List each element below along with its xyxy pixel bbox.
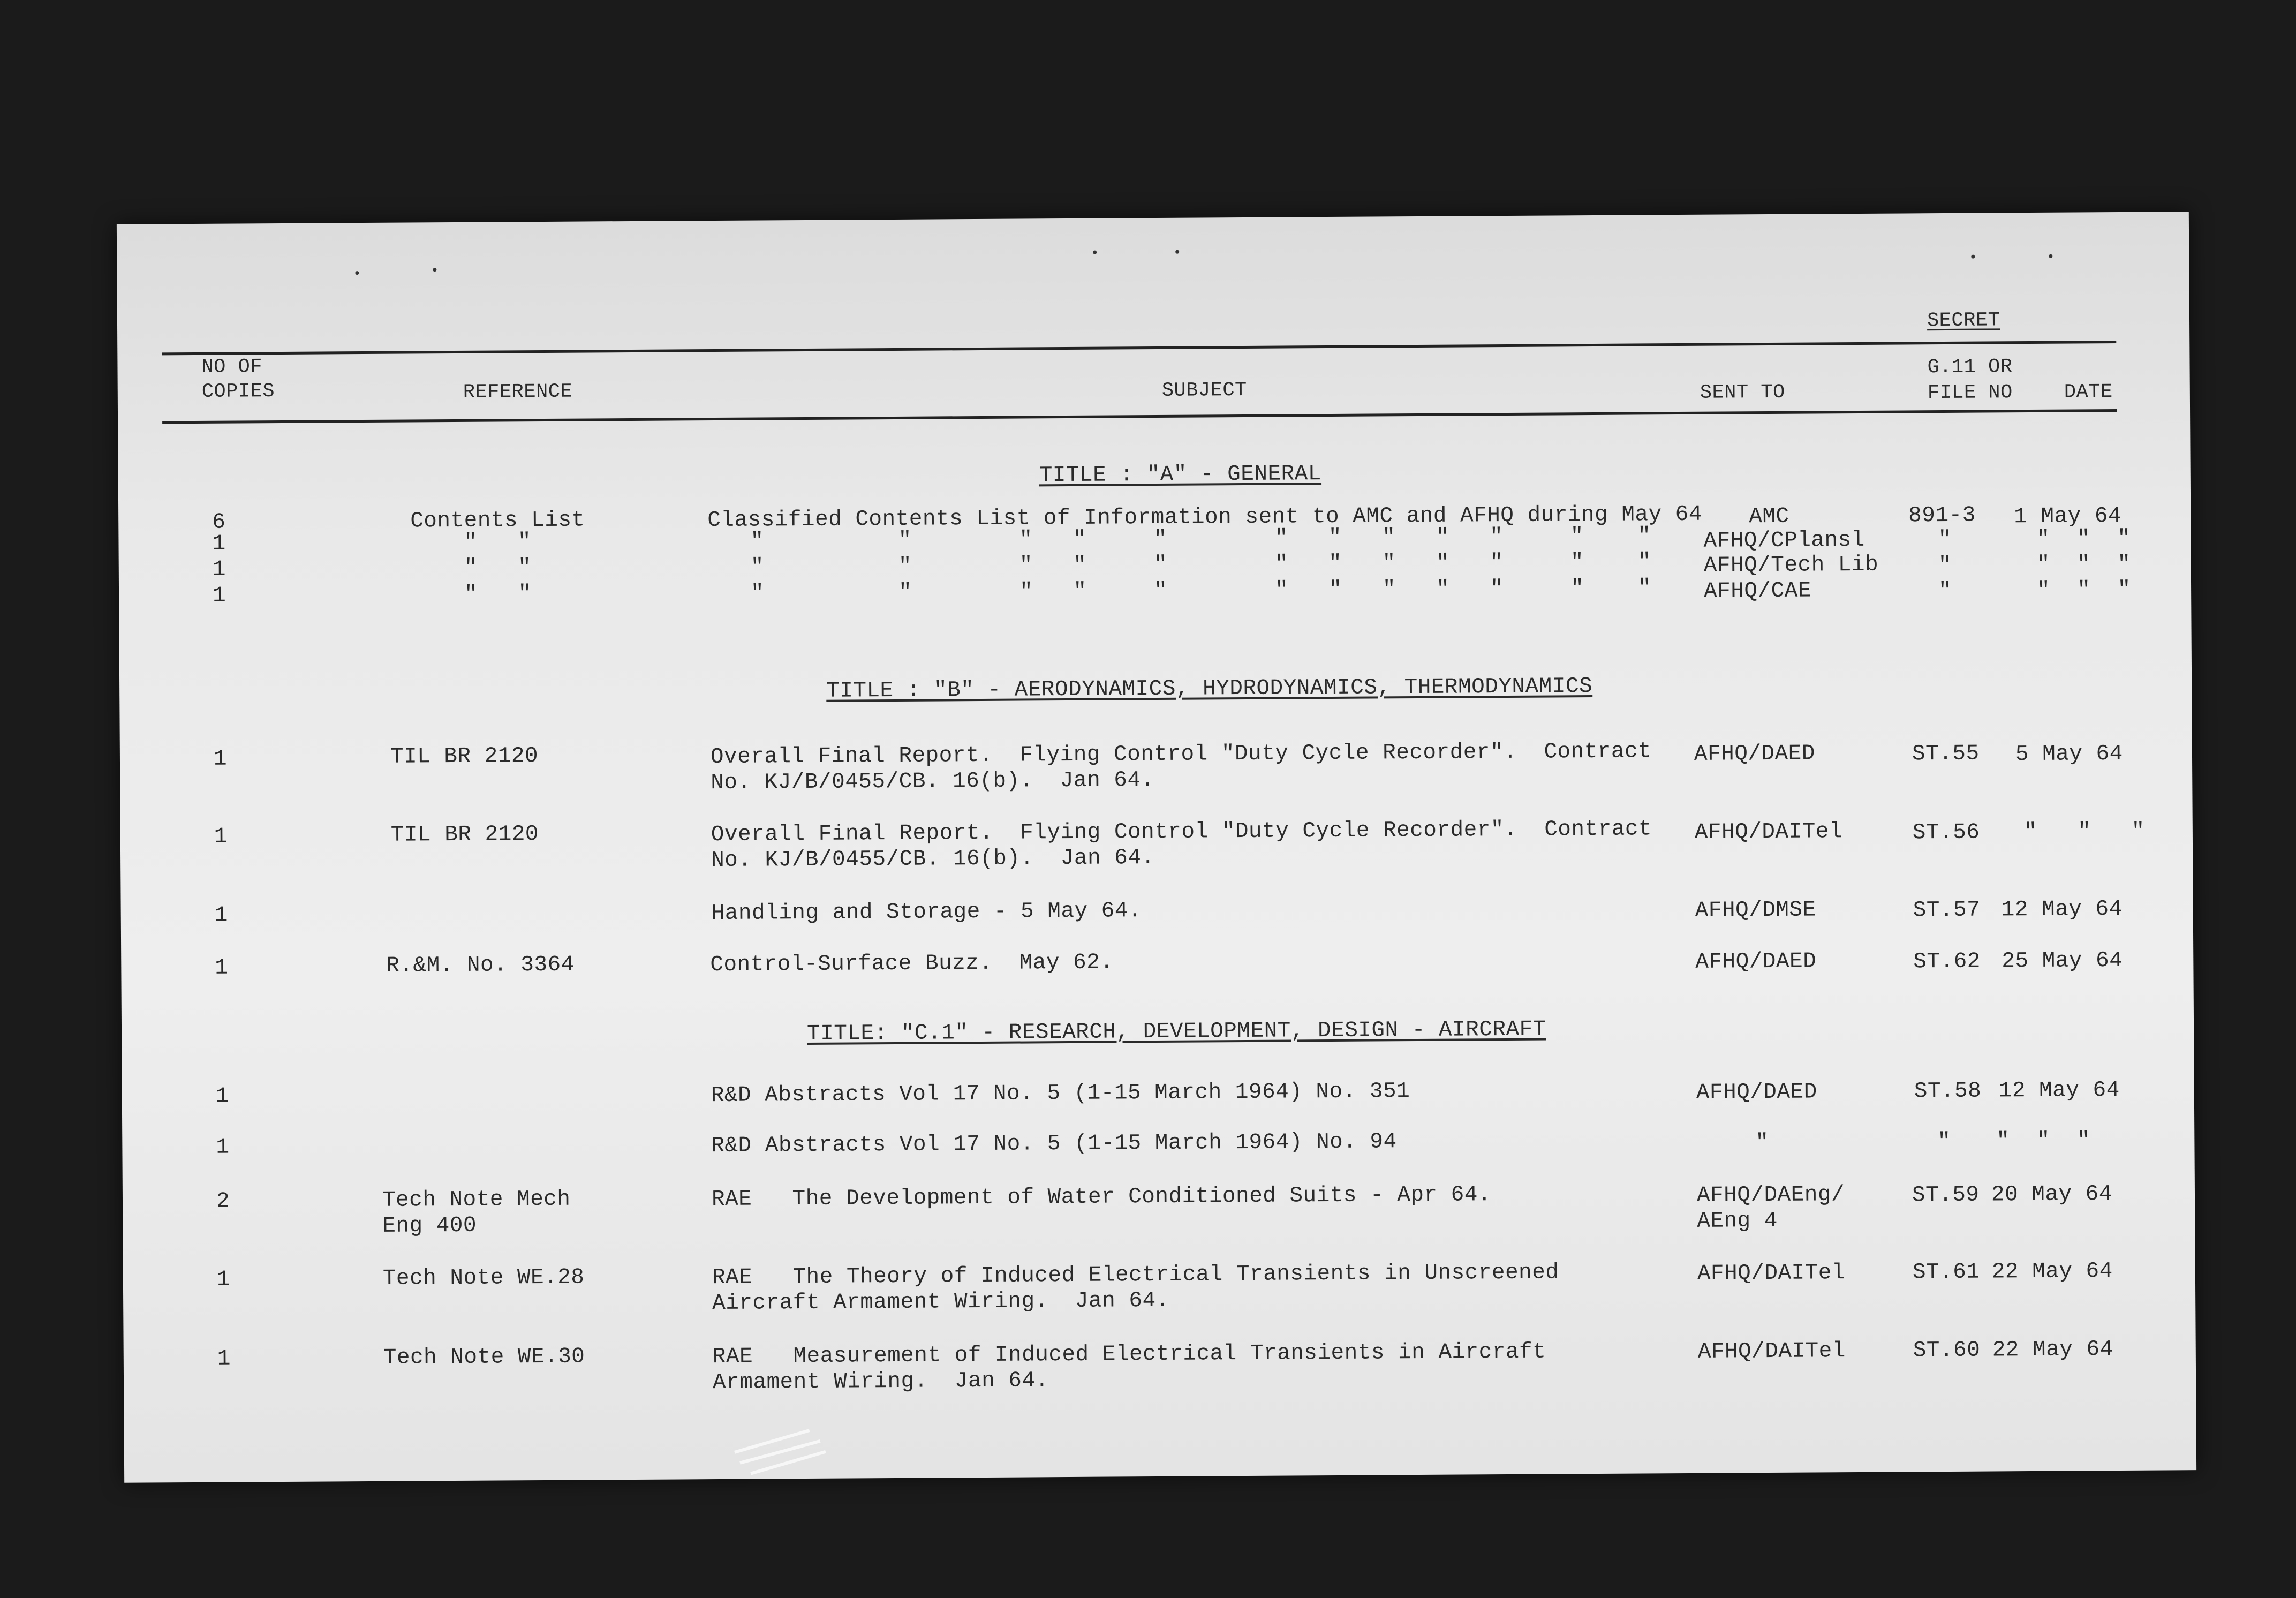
row-sent-to: AMC <box>1749 504 1789 530</box>
header-sent-to: SENT TO <box>1700 381 1785 404</box>
row-file-no: ST.61 <box>1912 1260 1980 1285</box>
row-copies: 1 <box>216 1267 231 1292</box>
row-date: " " " <box>2036 526 2131 552</box>
row-sent-to: AFHQ/Tech Lib <box>1703 552 1879 578</box>
row-file-no: ST.62 <box>1913 949 1981 975</box>
row-reference: Contents List <box>410 508 585 534</box>
row-sent-to: AFHQ/DAITel <box>1694 819 1843 845</box>
row-file-no: ST.57 <box>1913 898 1981 923</box>
header-top-rule <box>162 341 2116 355</box>
header-file-line2: FILE NO <box>1927 381 2013 405</box>
header-file-line1: G.11 OR <box>1927 356 2013 379</box>
row-date: " " " <box>2023 819 2145 845</box>
section-title-c1: TITLE: "C.1" - RESEARCH, DEVELOPMENT, DESIGN - AIRCRAFT <box>806 1017 1546 1046</box>
row-sent-to: AFHQ/CPlansl <box>1703 527 1865 554</box>
row-reference: Tech Note WE.30 <box>383 1344 585 1370</box>
row-reference: Tech Note Mech <box>382 1187 571 1213</box>
row-subject-cont: No. KJ/B/0455/CB. 16(b). Jan 64. <box>711 768 1154 796</box>
row-file-no: " <box>1938 527 1952 553</box>
row-file-no: " <box>1938 553 1952 578</box>
row-date: 5 May 64 <box>2015 741 2123 767</box>
speck <box>355 271 359 275</box>
row-sent-to: " <box>1755 1130 1769 1156</box>
row-date: 12 May 64 <box>2001 896 2123 923</box>
row-copies: 1 <box>212 531 226 556</box>
row-subject: " " " " " " " " " " " " <box>750 549 1651 580</box>
row-file-no: 891-3 <box>1908 503 1976 529</box>
row-sent-to: AFHQ/DAITel <box>1697 1261 1846 1286</box>
row-file-no: ST.55 <box>1912 741 1980 767</box>
row-date: " " " <box>1996 1128 2091 1154</box>
row-subject: Overall Final Report. Flying Control "Duty Cycle Recorder". Contract <box>711 817 1652 848</box>
row-date: " " " <box>2036 552 2131 577</box>
row-subject: " " " " " " " " " " " " <box>750 524 1651 554</box>
row-subject: Control-Surface Buzz. May 62. <box>710 950 1114 978</box>
header-subject: SUBJECT <box>1161 379 1247 402</box>
row-copies: 1 <box>212 583 226 608</box>
row-file-no: " <box>1937 1129 1951 1155</box>
row-subject-cont: Armament Wiring. Jan 64. <box>712 1368 1049 1396</box>
row-subject-cont: Aircraft Armament Wiring. Jan 64. <box>712 1288 1169 1316</box>
row-subject-cont: No. KJ/B/0455/CB. 16(b). Jan 64. <box>711 846 1155 873</box>
row-file-no: ST.60 <box>1913 1338 1981 1363</box>
row-date: 12 May 64 <box>1998 1078 2120 1104</box>
row-copies: 1 <box>213 747 228 772</box>
header-date: DATE <box>2064 381 2113 404</box>
row-subject: R&D Abstracts Vol 17 No. 5 (1-15 March 1964) No. 351 <box>711 1079 1410 1109</box>
row-copies: 1 <box>216 1135 230 1160</box>
header-copies-line2: COPIES <box>201 380 275 403</box>
section-title-b: TITLE : "B" - AERODYNAMICS, HYDRODYNAMICS, THERMODYNAMICS <box>826 674 1593 704</box>
speck <box>1175 250 1179 254</box>
row-date: 25 May 64 <box>2002 948 2123 974</box>
row-sent-to: AFHQ/DAITel <box>1697 1339 1846 1365</box>
row-reference-cont: Eng 400 <box>382 1213 477 1239</box>
row-file-no: ST.58 <box>1914 1079 1982 1104</box>
row-file-no: " <box>1938 578 1952 604</box>
row-date: 20 May 64 <box>1991 1182 2113 1208</box>
row-copies: 1 <box>215 1084 230 1109</box>
document-sheet <box>117 212 2196 1483</box>
row-subject: RAE Measurement of Induced Electrical Transients in Aircraft <box>712 1339 1546 1370</box>
row-reference: Tech Note WE.28 <box>382 1265 585 1291</box>
row-subject: RAE The Development of Water Conditioned Suits - Apr 64. <box>711 1182 1492 1212</box>
row-reference: " " <box>464 530 532 555</box>
section-title-a: TITLE : "A" - GENERAL <box>1039 462 1322 488</box>
row-sent-to: AFHQ/CAE <box>1703 578 1812 604</box>
row-date: 22 May 64 <box>1992 1337 2113 1363</box>
row-subject: RAE The Theory of Induced Electrical Transients in Unscreened <box>712 1260 1559 1291</box>
speck <box>433 268 436 272</box>
speck <box>1971 255 1975 259</box>
row-copies: 1 <box>214 824 228 849</box>
row-copies: 1 <box>212 557 226 582</box>
row-copies: 1 <box>217 1346 231 1371</box>
row-reference: " " <box>464 582 532 607</box>
row-subject: Classified Contents List of Information sent to AMC and AFHQ during May 64 <box>707 502 1703 533</box>
row-subject: " " " " " " " " " " " " <box>750 576 1652 606</box>
row-copies: 2 <box>216 1189 230 1214</box>
row-date: 22 May 64 <box>1991 1259 2113 1285</box>
row-reference: " " <box>464 555 532 581</box>
row-sent-to: AFHQ/DAED <box>1696 1080 1817 1105</box>
speck <box>1093 251 1097 254</box>
speck <box>2049 254 2052 258</box>
row-subject: Overall Final Report. Flying Control "Duty Cycle Recorder". Contract <box>710 739 1652 770</box>
row-subject: R&D Abstracts Vol 17 No. 5 (1-15 March 1964) No. 94 <box>711 1129 1397 1159</box>
row-reference: TIL BR 2120 <box>390 744 539 770</box>
row-reference: R.&M. No. 3364 <box>386 952 575 978</box>
header-copies-line1: NO OF <box>201 356 263 379</box>
row-sent-to: AFHQ/DAED <box>1694 741 1816 767</box>
row-copies: 6 <box>212 510 226 535</box>
row-sent-to: AFHQ/DAEng/ <box>1696 1182 1845 1208</box>
row-file-no: ST.56 <box>1912 820 1980 846</box>
row-subject: Handling and Storage - 5 May 64. <box>711 899 1142 926</box>
classification-marking: SECRET <box>1927 309 2000 333</box>
row-sent-to-cont: AEng 4 <box>1697 1208 1778 1234</box>
scratch-marks <box>729 1420 837 1479</box>
row-sent-to: AFHQ/DAED <box>1695 949 1817 975</box>
header-reference: REFERENCE <box>463 380 573 404</box>
row-date: " " " <box>2036 577 2131 603</box>
row-copies: 1 <box>215 955 229 981</box>
row-reference: TIL BR 2120 <box>390 822 539 848</box>
row-sent-to: AFHQ/DMSE <box>1695 898 1816 923</box>
row-date: 1 May 64 <box>2014 503 2122 530</box>
row-file-no: ST.59 <box>1912 1182 1980 1208</box>
row-copies: 1 <box>214 903 228 928</box>
header-bottom-rule <box>162 409 2117 424</box>
